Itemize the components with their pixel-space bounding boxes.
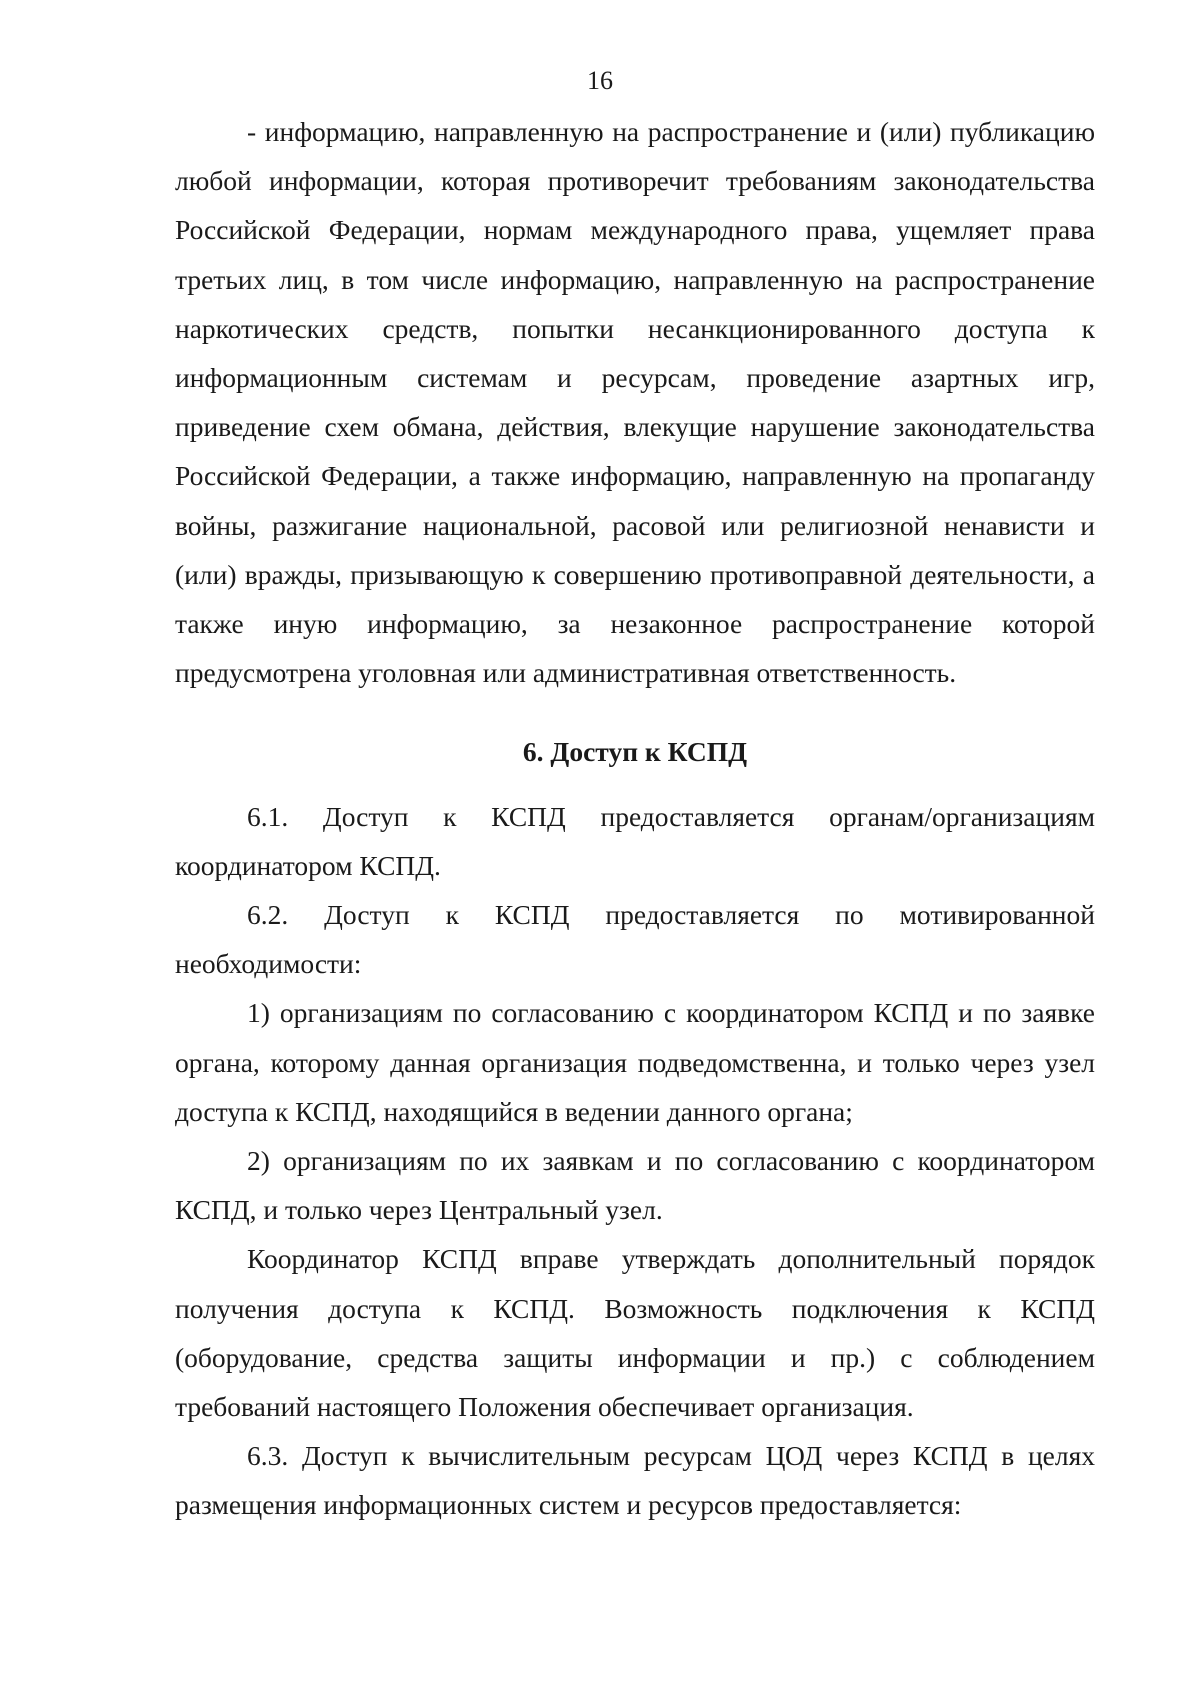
paragraph-6-3: 6.3. Доступ к вычислительным ресурсам ЦОД через КСПД в целях размещения информационных систем и ресурсов предоставляется: <box>175 1440 1095 1521</box>
section-heading: 6. Доступ к КСПД <box>522 736 748 768</box>
document-body <box>175 107 1095 1530</box>
paragraph-item-1: 1) организациям по согласованию с координатором КСПД и по заявке органа, которому данная организация подведомственна, и только через узел доступа к КСПД, находящийся в ведении данного органа; <box>175 997 1095 1127</box>
paragraph-coordinator: Координатор КСПД вправе утверждать дополнительный порядок получения доступа к КСПД. Возможность подключения к КСПД (оборудование, средства защиты информации и пр.) с соблюдением требований настоящего Положения обеспечивает организация. <box>175 1243 1095 1423</box>
paragraph-6-2: 6.2. Доступ к КСПД предоставляется по мотивированной необходимости: <box>175 899 1095 980</box>
paragraph-6-1: 6.1. Доступ к КСПД предоставляется органам/организациям координатором КСПД. <box>175 800 1095 881</box>
spacer <box>175 777 1095 792</box>
paragraph-prohibited-information: - информацию, направленную на распространение и (или) публикацию любой информации, которая противоречит требованиям законодательства Российской Федерации, нормам международного права, ущемляет права третьих лиц, в том числе информацию, направленную на распространение наркотических средств, попытки несанкционированного доступа к информационным системам и ресурсам, проведение азартных игр, приведение схем обмана, действия, влекущие нарушение законодательства Российской Федерации, а также информацию, направленную на пропаганду войны, разжигание национальной, расовой или религиозной ненависти и (или) вражды, призывающую к совершению противоправной деятельности, а также иную информацию, за незаконное распространение которой предусмотрена уголовная или административная ответственность. <box>175 116 1095 689</box>
spacer <box>175 697 1095 727</box>
paragraph-item-2: 2) организациям по их заявкам и по согласованию с координатором КСПД, и только через Центральный узел. <box>175 1145 1095 1226</box>
page-number: 16 <box>587 66 613 95</box>
